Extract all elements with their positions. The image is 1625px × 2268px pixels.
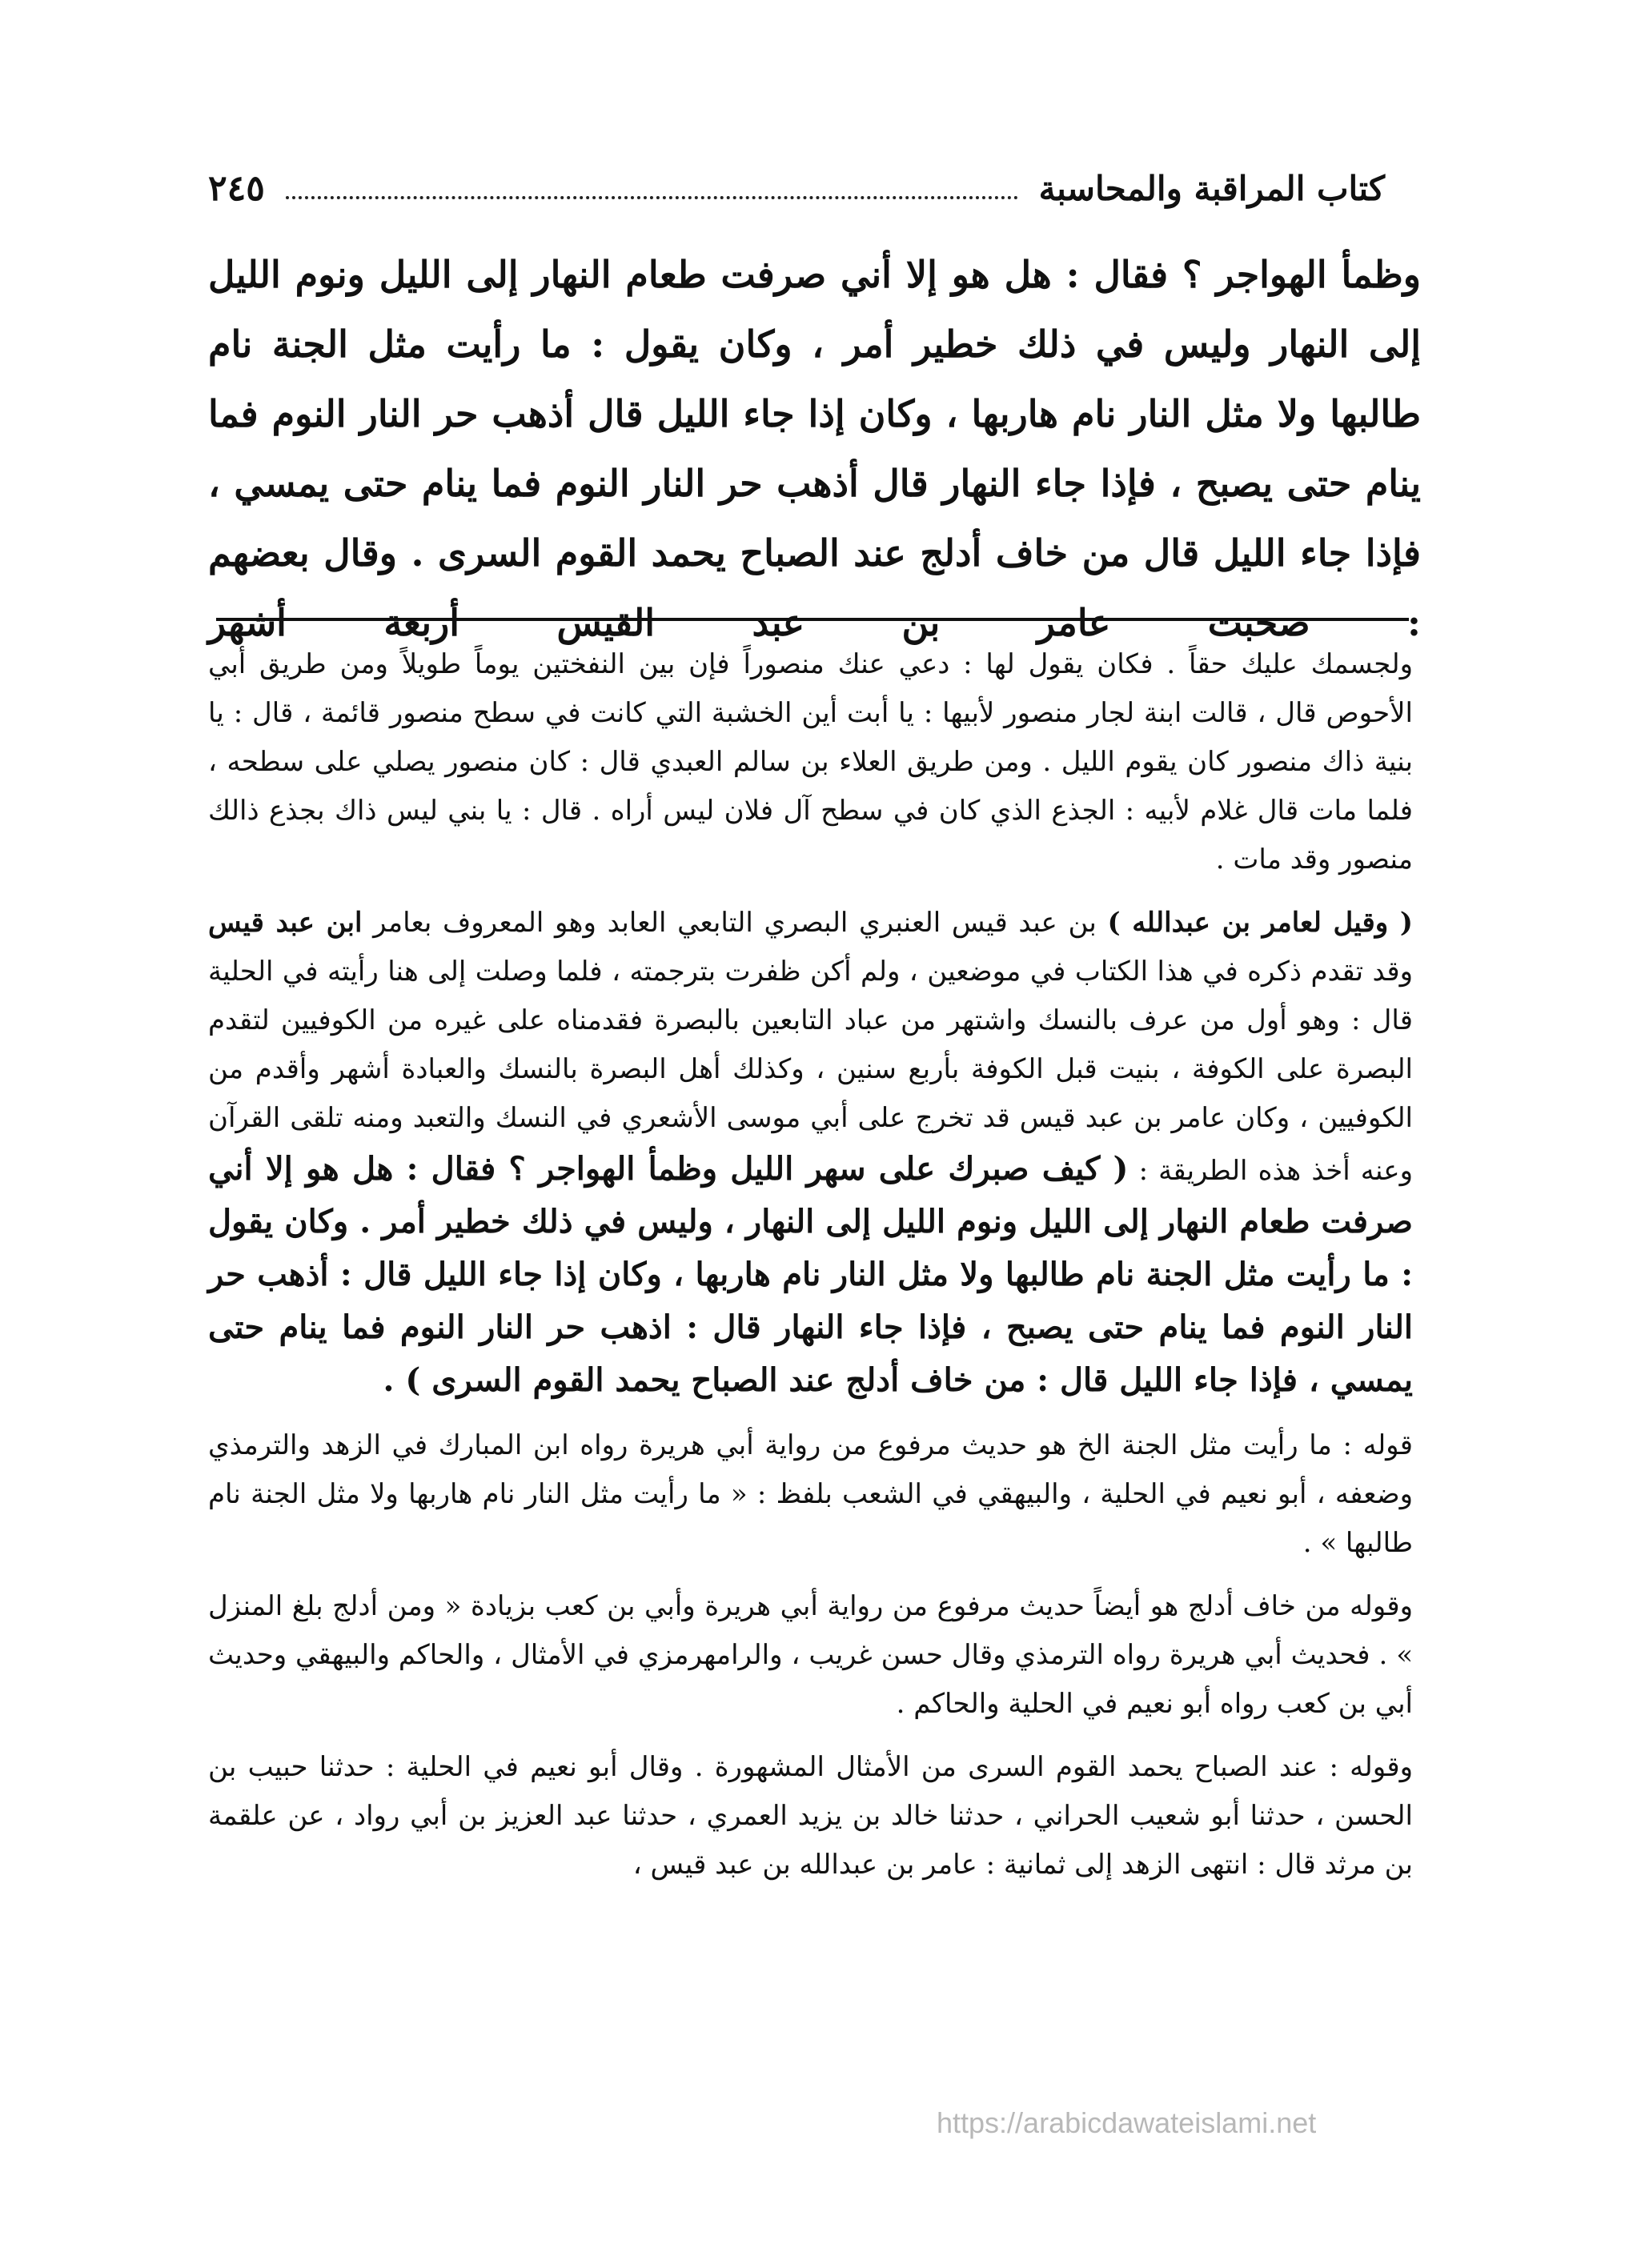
running-header (208, 160, 1385, 216)
note-bold-quote: ( كيف صبرك على سهر الليل وظمأ الهواجر ؟ فقال : هل هو إلا أني صرفت طعام النهار إلى الليل ونوم الليل إلى النهار ، وليس في ذلك خطير أمر . وكان يقول : ما رأيت مثل الجنة نام طالبها ولا مثل النار نام هاربها ، وكان إذا جاء الليل قال : أذهب حر النار النوم فما ينام حتى يصبح ، فإذا جاء النهار قال : اذهب حر النار النوم فما ينام حتى يمسي ، فإذا جاء الليل قال : من خاف أدلج عند الصباح يحمد القوم السرى ) . (208, 1150, 1413, 1399)
note-text: بن عبد قيس العنبري البصري التابعي العابد وهو المعروف بعامر (362, 907, 1108, 939)
note-paragraph-5: وقوله : عند الصباح يحمد القوم السرى من الأمثال المشهورة . وقال أبو نعيم في الحلية : حدثنا حبيب بن الحسن ، حدثنا أبو شعيب الحراني ، حدثنا خالد بن يزيد العمري ، حدثنا عبد العزيز بن أبي رواد ، عن علقمة بن مرثد قال : انتهى الزهد إلى ثمانية : عامر بن عبدالله بن عبد قيس ، (208, 1751, 1413, 1881)
watermark-url: https://arabicdawateislami.net (937, 2106, 1317, 2139)
note-text: وقد تقدم ذكره في هذا الكتاب في موضعين ، ولم أكن ظفرت بترجمته ، فلما وصلت إلى هنا رأيته في الحلية قال : وهو أول من عرف بالنسك واشتهر من عباد التابعين بالبصرة فقدمناه على غيره من الكوفيين لتقدم البصرة على الكوفة ، بنيت قبل الكوفة بأربع سنين ، وكذلك أهل البصرة بالنسك والعبادة أشهر وأقدم من الكوفيين ، وكان عامر بن عبد قيس قد تخرج على أبي موسى الأشعري في النسك والتعبد ومنه تلقى القرآن وعنه أخذ هذه الطريقة : (208, 956, 1413, 1187)
main-paragraph: وظمأ الهواجر ؟ فقال : هل هو إلا أني صرفت طعام النهار إلى الليل ونوم الليل إلى النهار وليس في ذلك خطير أمر ، وكان يقول : ما رأيت مثل الجنة نام طالبها ولا مثل النار نام هاربها ، وكان إذا جاء الليل قال أذهب حر النار النوم فما ينام حتى يصبح ، فإذا جاء النهار قال أذهب حر النار النوم فما ينام حتى يمسي ، فإذا جاء الليل قال من خاف أدلج عند الصباح يحمد القوم السرى . وقال بعضهم : صحبت عامر بن عبد القيس أربعة أشهر (208, 253, 1421, 644)
note-paragraph-2 (208, 899, 1413, 1407)
page-number: ٢٤٥ (208, 167, 265, 209)
footnotes (208, 640, 1413, 1904)
note-bold-name: ابن عبد قيس (208, 907, 363, 939)
chapter-title: كتاب المراقبة والمحاسبة (1038, 168, 1385, 208)
note-paragraph-4: وقوله من خاف أدلج هو أيضاً حديث مرفوع من رواية أبي هريرة وأبي بن كعب بزيادة « ومن أدلج بلغ المنزل » . فحديث أبي هريرة رواه الترمذي وقال حسن غريب ، والرامهرمزي في الأمثال ، والحاكم والبيهقي وحديث أبي بن كعب رواه أبو نعيم في الحلية والحاكم . (208, 1590, 1413, 1720)
main-text (208, 240, 1421, 658)
note-paragraph-1: ولجسمك عليك حقاً . فكان يقول لها : دعي عنك منصوراً فإن بين النفختين يوماً طويلاً ومن طريق أبي الأحوص قال ، قالت ابنة لجار منصور لأبيها : يا أبت أين الخشبة التي كانت في سطح منصور قائمة ، قال : يا بنية ذاك منصور كان يقوم الليل . ومن طريق العلاء بن سالم العبدي قال : كان منصور يصلي على سطحه ، فلما مات قال غلام لأبيه : الجذع الذي كان في سطح آل فلان ليس أراه . قال : يا بني ليس ذاك بجذع ذالك منصور وقد مات . (208, 648, 1413, 876)
note-paragraph-3: قوله : ما رأيت مثل الجنة الخ هو حديث مرفوع من رواية أبي هريرة رواه ابن المبارك في الزهد والترمذي وضعفه ، أبو نعيم في الحلية ، والبيهقي في الشعب بلفظ : « ما رأيت مثل النار نام هاربها ولا مثل الجنة نام طالبها » . (208, 1429, 1413, 1559)
leader-dots (286, 196, 1018, 199)
note-bold-heading: ( وقيل لعامر بن عبدالله ) (1107, 907, 1414, 939)
footnote-separator (216, 618, 1409, 621)
